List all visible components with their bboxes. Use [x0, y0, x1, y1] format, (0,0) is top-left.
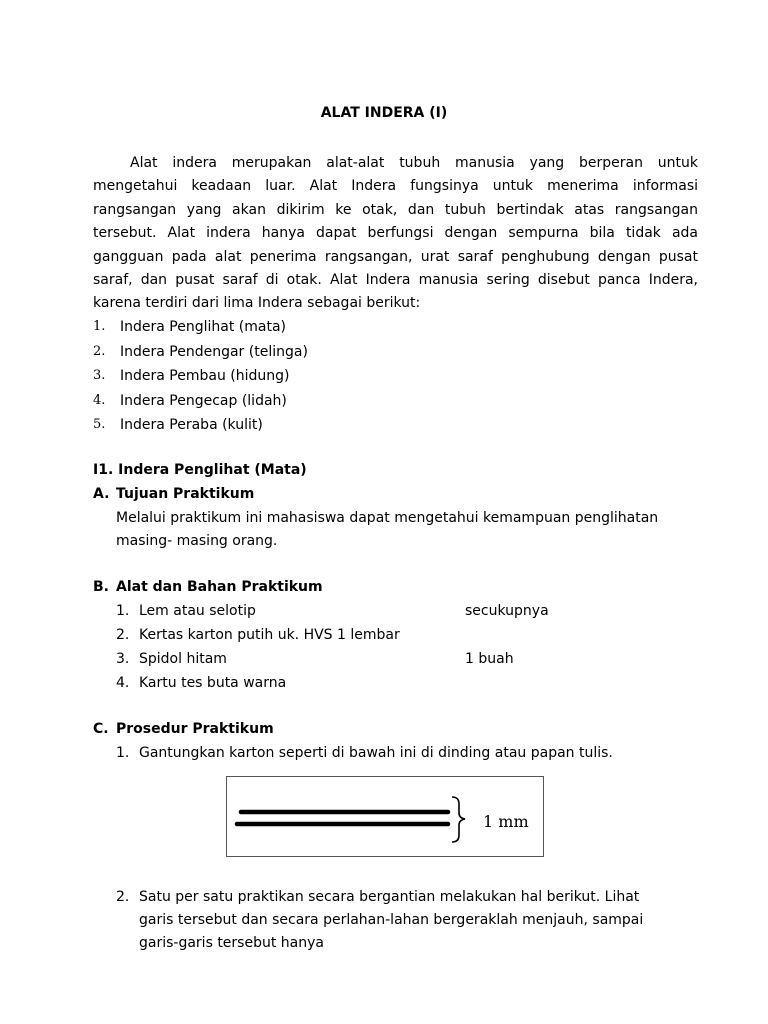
- brace-icon: [452, 797, 465, 842]
- list-item-number: 4.: [93, 392, 106, 408]
- figure-label: 1 mm: [483, 812, 529, 831]
- list-item-number: 3.: [93, 368, 106, 383]
- intro-paragraph: [93, 152, 698, 316]
- step-text-line: Satu per satu praktikan secara bergantian melakukan hal berikut. Lihat: [139, 889, 640, 905]
- material-name: Kartu tes buta warna: [139, 675, 287, 691]
- list-item-number: 2.: [93, 343, 106, 359]
- step-text-line: garis-garis tersebut hanya: [139, 935, 324, 951]
- step-text: Gantungkan karton seperti di bawah ini di dinding atau papan tulis.: [139, 745, 613, 761]
- line-test-figure: [226, 776, 544, 857]
- material-quantity: secukupnya: [465, 603, 549, 619]
- section-c-letter: C.: [93, 721, 109, 737]
- list-item-text: Indera Pembau (hidung): [120, 368, 290, 384]
- list-item-text: Indera Pengecap (lidah): [120, 392, 287, 409]
- material-number: 1.: [116, 603, 130, 619]
- section-a-heading: Tujuan Praktikum: [116, 486, 255, 502]
- section-b-heading: Alat dan Bahan Praktikum: [116, 579, 323, 595]
- step-number: 1.: [116, 745, 130, 761]
- list-item-number: 5.: [93, 417, 106, 432]
- list-item-number: 1.: [93, 319, 106, 334]
- list-item-text: Indera Penglihat (mata): [120, 319, 286, 335]
- material-name: Kertas karton putih uk. HVS 1 lembar: [139, 627, 400, 643]
- step-text-line: garis tersebut dan secara perlahan-lahan bergeraklah menjauh, sampai: [139, 912, 644, 928]
- material-name: Spidol hitam: [139, 651, 227, 667]
- list-item-text: Indera Peraba (kulit): [120, 417, 263, 433]
- step-number: 2.: [116, 889, 130, 905]
- section-a-letter: A.: [93, 486, 110, 502]
- section-a-line: masing- masing orang.: [116, 533, 278, 549]
- material-name: Lem atau selotip: [139, 603, 256, 619]
- section-b-letter: B.: [93, 579, 109, 595]
- section-c-heading: Prosedur Praktikum: [116, 721, 274, 737]
- material-number: 2.: [116, 627, 130, 643]
- material-number: 4.: [116, 675, 130, 691]
- list-item-text: Indera Pendengar (telinga): [120, 343, 308, 360]
- material-number: 3.: [116, 651, 130, 667]
- section-a-line: Melalui praktikum ini mahasiswa dapat mengetahui kemampuan penglihatan: [116, 510, 659, 526]
- document-title: ALAT INDERA (I): [320, 105, 448, 121]
- section-heading: I1. Indera Penglihat (Mata): [93, 462, 307, 478]
- material-quantity: 1 buah: [465, 651, 514, 667]
- intro-paragraph-text: Alat indera merupakan alat-alat tubuh manusia yang berperan untuk mengetahui keadaan luar. Alat Indera fungsinya untuk menerima informasi rangsangan yang akan dikirim ke otak, dan tubuh bertindak atas rangsangan tersebut. Alat indera hanya dapat berfungsi dengan sempurna bila tidak ada gangguan pada alat penerima rangsangan, urat saraf penghubung dengan pusat saraf, dan pusat saraf di otak. Alat Indera manusia sering disebut panca Indera, karena terdiri dari lima Indera sebagai berikut:: [93, 155, 698, 312]
